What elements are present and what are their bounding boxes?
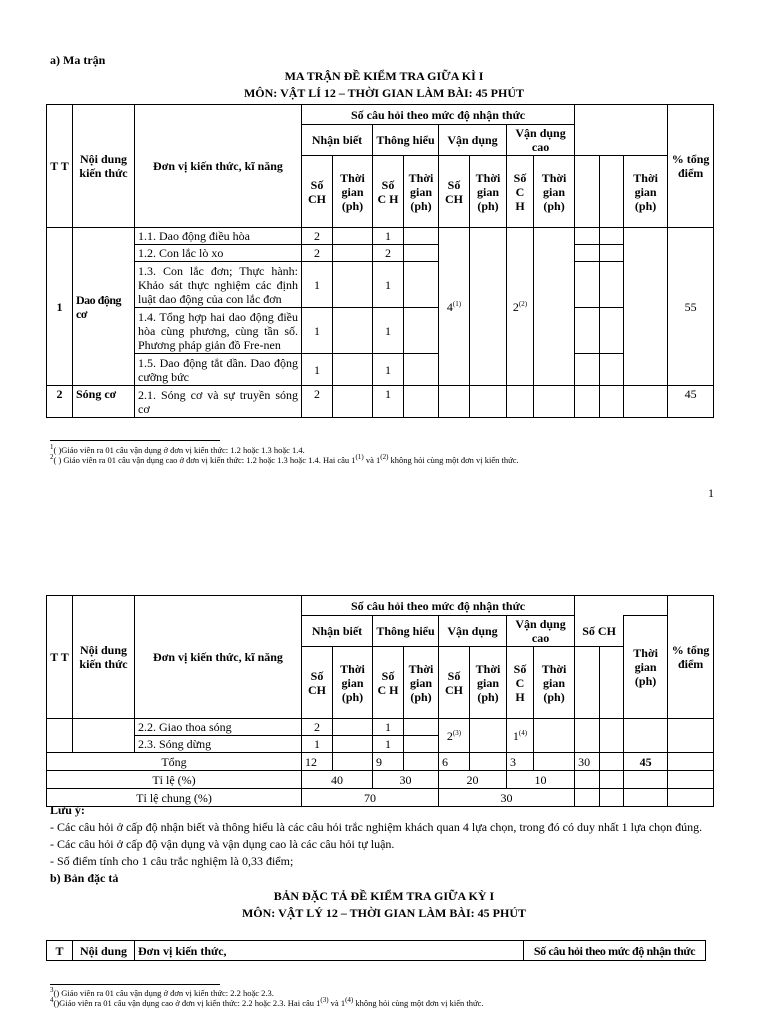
empty-cell — [575, 262, 600, 308]
section-a-label: a) Ma trận — [50, 53, 106, 67]
empty-cell — [600, 245, 624, 262]
header-empty-cell — [575, 156, 600, 228]
nb-count: 1 — [302, 262, 333, 308]
header-so-ch: Số CH — [439, 156, 470, 228]
nb-time — [333, 228, 373, 245]
header-tt: T T — [47, 596, 73, 719]
unit-cell: 1.2. Con lắc lò xo — [135, 245, 302, 262]
header-thoi-gian: Thời gian (ph) — [470, 647, 507, 719]
note-item: - Số điểm tính cho 1 câu trắc nghiệm là 0,33 điểm; — [50, 854, 294, 868]
footnote-4: $^4$()Giáo viên ra 01 câu vận dụng cao ở đơn vị kiến thức: 2.2 hoặc 2.3. Hai câu 1$^{(3)}$ và 1$^{(4)}$ không hỏi cùng một đơn vị kiến thức. — [50, 996, 484, 1008]
header-thoi-gian: Thời gian (ph) — [470, 156, 507, 228]
nb-time — [333, 354, 373, 386]
empty-cell — [333, 753, 373, 771]
empty-cell — [404, 753, 439, 771]
spec-header-so-cau-hoi: Số câu hỏi theo mức độ nhận thức — [524, 941, 706, 961]
ratio-th: 30 — [373, 771, 439, 789]
header-empty-block — [575, 596, 668, 616]
topic-number: 2 — [47, 386, 73, 418]
total-vdc: 3 — [507, 753, 534, 771]
topic-number: 1 — [47, 228, 73, 386]
header-pct: % tổng điểm — [668, 105, 714, 228]
header-pct: % tổng điểm — [668, 596, 714, 719]
pct-cell — [668, 719, 714, 753]
pct-cell: 55 — [668, 228, 714, 386]
empty-cell — [575, 719, 600, 753]
footnote-2: $^2$( ) Giáo viên ra 01 câu vận dụng cao ở đơn vị kiến thức: 1.2 hoặc 1.3 hoặc 1.4. Hai câu 1$^{(1)}$ và 1$^{(2)}$ không hỏi cùng một đơn vị kiến thức. — [50, 453, 519, 465]
header-so-c-h: Số C H — [507, 647, 534, 719]
unit-cell: 2.3. Sóng dừng — [135, 736, 302, 753]
section-b-label: b) Bản đặc tả — [50, 871, 119, 885]
empty-cell — [624, 789, 668, 807]
ratio-nb: 40 — [302, 771, 373, 789]
header-van-dung: Vận dụng — [439, 616, 507, 647]
footnote-1: $^1$( )Giáo viên ra 01 câu vận dụng ở đơn vị kiến thức: 1.2 hoặc 1.3 hoặc 1.4. — [50, 443, 305, 455]
matrix-title: MA TRẬN ĐỀ KIỂM TRA GIỮA KÌ I — [284, 69, 484, 83]
header-so-c-h: Số C H — [373, 156, 404, 228]
empty-cell — [575, 386, 600, 418]
total-time — [624, 719, 668, 753]
header-empty-cell — [575, 647, 600, 719]
spec-header-noi-dung: Nội dung — [73, 941, 135, 961]
header-thong-hieu: Thông hiểu — [373, 616, 439, 647]
header-empty-cell — [600, 156, 624, 228]
empty-cell — [575, 354, 600, 386]
empty-cell — [600, 753, 624, 771]
empty-cell — [668, 753, 714, 771]
empty-cell — [600, 262, 624, 308]
header-empty-block — [575, 105, 668, 156]
th-count: 1 — [373, 719, 404, 736]
empty-cell — [600, 308, 624, 354]
vdc-time — [534, 719, 575, 753]
header-so-c-h: Số C H — [373, 647, 404, 719]
empty-cell — [575, 308, 600, 354]
empty-cell — [600, 719, 624, 753]
spec-subtitle: MÔN: VẬT LÝ 12 – THỜI GIAN LÀM BÀI: 45 PHÚT — [241, 906, 527, 920]
header-van-dung: Vận dụng — [439, 125, 507, 156]
vdc-time — [534, 386, 575, 418]
empty-cell — [575, 245, 600, 262]
total-nb: 12 — [302, 753, 333, 771]
unit-cell: 2.2. Giao thoa sóng — [135, 719, 302, 736]
header-thong-hieu: Thông hiểu — [373, 125, 439, 156]
unit-cell: 1.5. Dao động tắt dần. Dao động cưỡng bức — [135, 354, 302, 386]
footnote-separator — [50, 984, 220, 985]
spec-header-t: T — [47, 941, 73, 961]
vd-count: 4$^{(1)}$ — [439, 228, 470, 386]
nb-count: 2 — [302, 245, 333, 262]
topic-name: Dao động cơ — [73, 228, 135, 386]
page-number: 1 — [708, 486, 714, 500]
header-nhan-biet: Nhận biết — [302, 616, 373, 647]
header-van-dung-cao: Vận dụng cao — [507, 125, 575, 156]
empty-cell — [668, 789, 714, 807]
header-so-ch: Số CH — [302, 156, 333, 228]
total-time — [624, 386, 668, 418]
header-so-ch-total: Số CH — [575, 616, 624, 647]
unit-cell: 1.1. Dao động điều hòa — [135, 228, 302, 245]
matrix-table-1 — [46, 104, 714, 418]
th-count: 1 — [373, 386, 404, 418]
empty-cell — [668, 771, 714, 789]
notes-title: Lưu ý: — [50, 803, 85, 817]
empty-cell — [600, 228, 624, 245]
unit-cell: 1.3. Con lắc đơn; Thực hành: Khảo sát thực nghiệm các định luật dao động của con lắc đơn — [135, 262, 302, 308]
th-time — [404, 386, 439, 418]
overall-ratio-b: 30 — [439, 789, 575, 807]
overall-ratio-a: 70 — [302, 789, 439, 807]
header-don-vi: Đơn vị kiến thức, kĩ năng — [135, 105, 302, 228]
header-so-cau-hoi: Số câu hỏi theo mức độ nhận thức — [302, 105, 575, 125]
total-so-ch: 30 — [575, 753, 600, 771]
spec-header-don-vi: Đơn vị kiến thức, — [135, 941, 524, 961]
ratio-vd: 20 — [439, 771, 507, 789]
total-time: 45 — [624, 753, 668, 771]
topic-name: Sóng cơ — [73, 386, 135, 418]
header-noi-dung: Nội dung kiến thức — [73, 105, 135, 228]
th-time — [404, 354, 439, 386]
vdc-count: 1$^{(4)}$ — [507, 719, 534, 753]
header-thoi-gian: Thời gian (ph) — [333, 647, 373, 719]
vdc-count — [507, 386, 534, 418]
total-label: Tổng — [47, 753, 302, 771]
nb-count: 1 — [302, 736, 333, 753]
empty-cell — [575, 789, 600, 807]
nb-count: 2 — [302, 386, 333, 418]
th-time — [404, 736, 439, 753]
total-vd: 6 — [439, 753, 470, 771]
header-thoi-gian: Thời gian (ph) — [404, 647, 439, 719]
th-time — [404, 245, 439, 262]
th-count: 1 — [373, 736, 404, 753]
header-thoi-gian: Thời gian (ph) — [404, 156, 439, 228]
ratio-label: Tỉ lệ (%) — [47, 771, 302, 789]
empty-cell — [600, 789, 624, 807]
unit-cell: 2.1. Sóng cơ và sự truyền sóng cơ — [135, 386, 302, 418]
nb-time — [333, 719, 373, 736]
nb-time — [333, 736, 373, 753]
topic-name — [73, 719, 135, 753]
empty-cell — [470, 753, 507, 771]
nb-count: 1 — [302, 354, 333, 386]
empty-cell — [575, 771, 600, 789]
nb-time — [333, 262, 373, 308]
total-time — [624, 228, 668, 386]
header-thoi-gian: Thời gian (ph) — [333, 156, 373, 228]
header-van-dung-cao: Vận dụng cao — [507, 616, 575, 647]
empty-cell — [600, 771, 624, 789]
th-time — [404, 719, 439, 736]
pct-cell: 45 — [668, 386, 714, 418]
vd-time — [470, 228, 507, 386]
empty-cell — [600, 386, 624, 418]
nb-count: 2 — [302, 719, 333, 736]
th-count: 2 — [373, 245, 404, 262]
total-th: 9 — [373, 753, 404, 771]
spec-table — [46, 940, 706, 961]
note-item: - Các câu hỏi ở cấp độ vận dụng và vận dụng cao là các câu hỏi tự luận. — [50, 837, 395, 851]
th-time — [404, 308, 439, 354]
header-thoi-gian: Thời gian (ph) — [534, 156, 575, 228]
vd-time — [470, 719, 507, 753]
header-so-ch: Số CH — [439, 647, 470, 719]
th-count: 1 — [373, 228, 404, 245]
empty-cell — [534, 753, 575, 771]
header-so-ch: Số CH — [302, 647, 333, 719]
nb-time — [333, 245, 373, 262]
vd-count: 2$^{(3)}$ — [439, 719, 470, 753]
nb-count: 2 — [302, 228, 333, 245]
footnote-separator — [50, 440, 220, 441]
th-count: 1 — [373, 262, 404, 308]
nb-time — [333, 308, 373, 354]
th-time — [404, 262, 439, 308]
header-don-vi: Đơn vị kiến thức, kĩ năng — [135, 596, 302, 719]
nb-time — [333, 386, 373, 418]
note-item: - Các câu hỏi ở cấp độ nhận biết và thông hiểu là các câu hỏi trắc nghiệm khách quan 4 lựa chọn, trong đó có duy nhất 1 lựa chọn đúng. — [50, 820, 703, 834]
topic-number — [47, 719, 73, 753]
header-noi-dung: Nội dung kiến thức — [73, 596, 135, 719]
matrix-table-2 — [46, 595, 714, 807]
empty-cell — [624, 771, 668, 789]
header-nhan-biet: Nhận biết — [302, 125, 373, 156]
unit-cell: 1.4. Tổng hợp hai dao động điều hòa cùng phương, cùng tần số. Phương pháp giản đồ Fre-nen — [135, 308, 302, 354]
footnote-3: $^3$() Giáo viên ra 01 câu vận dụng ở đơn vị kiến thức: 2.2 hoặc 2.3. — [50, 986, 274, 998]
empty-cell — [575, 228, 600, 245]
header-thoi-gian: Thời gian (ph) — [534, 647, 575, 719]
header-so-cau-hoi: Số câu hỏi theo mức độ nhận thức — [302, 596, 575, 616]
header-tt: T T — [47, 105, 73, 228]
header-thoi-gian-total: Thời gian (ph) — [624, 156, 668, 228]
empty-cell — [600, 354, 624, 386]
vdc-time — [534, 228, 575, 386]
spec-title: BẢN ĐẶC TẢ ĐỀ KIỂM TRA GIỮA KỲ I — [273, 889, 495, 903]
vd-time — [470, 386, 507, 418]
th-time — [404, 228, 439, 245]
vd-count — [439, 386, 470, 418]
overall-ratio-label: Tỉ lệ chung (%) — [47, 789, 302, 807]
nb-count: 1 — [302, 308, 333, 354]
th-count: 1 — [373, 354, 404, 386]
ratio-vdc: 10 — [507, 771, 575, 789]
header-so-c-h: Số C H — [507, 156, 534, 228]
th-count: 1 — [373, 308, 404, 354]
vdc-count: 2$^{(2)}$ — [507, 228, 534, 386]
matrix-subtitle: MÔN: VẬT LÍ 12 – THỜI GIAN LÀM BÀI: 45 PHÚT — [243, 86, 525, 100]
header-empty-cell — [600, 647, 624, 719]
header-thoi-gian-total: Thời gian (ph) — [624, 616, 668, 719]
